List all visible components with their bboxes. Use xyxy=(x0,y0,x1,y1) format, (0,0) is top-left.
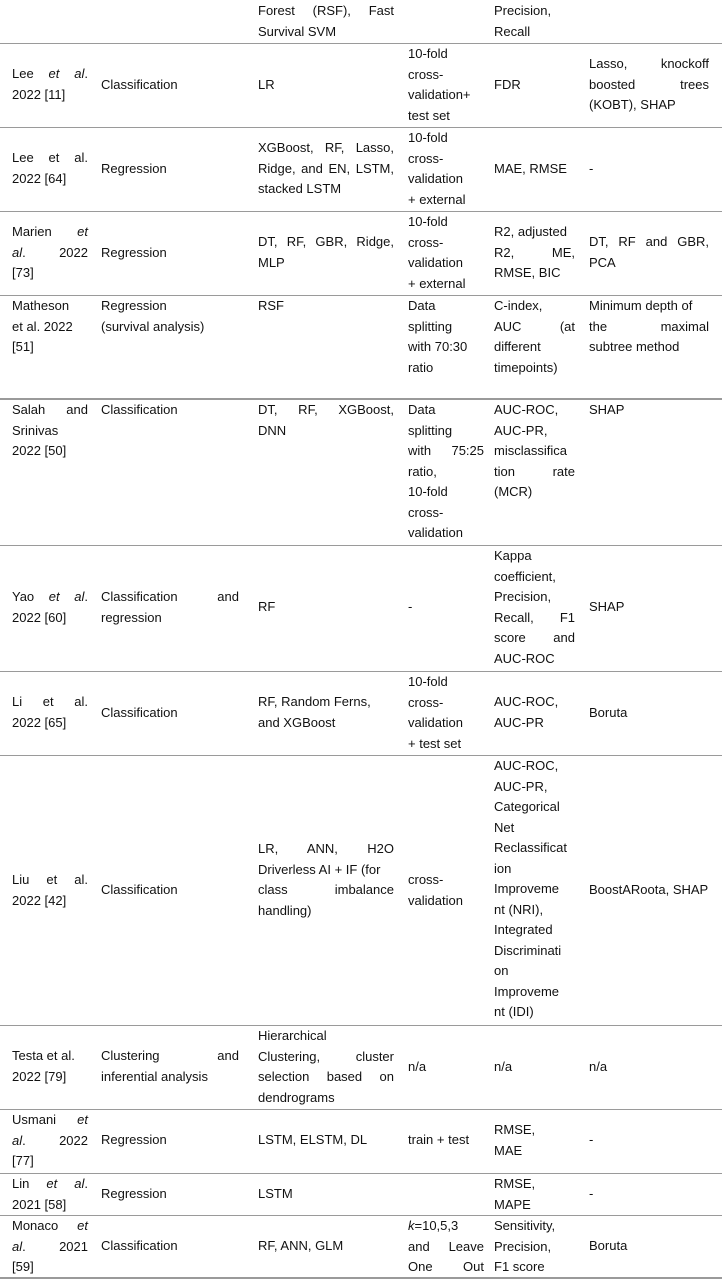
cell-line: Net xyxy=(494,819,515,835)
models-cell xyxy=(258,692,398,733)
cell-line: 10-fold xyxy=(408,484,448,499)
cell-line: validation xyxy=(408,525,463,540)
cell-line: stacked LSTM xyxy=(258,181,342,196)
cell-line: cross- xyxy=(408,234,444,250)
metrics-cell xyxy=(494,1174,579,1215)
task-cell: Classification xyxy=(101,77,178,92)
table-row xyxy=(0,756,722,1026)
cell-line: Data xyxy=(408,402,436,417)
cell-line: Minimum depth of xyxy=(589,298,693,313)
cell-line: and Leave xyxy=(408,1238,484,1254)
task-cell: Regression xyxy=(101,1186,167,1201)
study-cell xyxy=(12,587,92,628)
study-cell xyxy=(12,296,92,358)
cell-line: Recall, F1 xyxy=(494,609,575,625)
study-cell: Monaco et al. 2021 [59] xyxy=(12,1218,88,1274)
cell-line: AUC (at xyxy=(494,318,575,334)
cell-line: nt (NRI), xyxy=(494,901,544,917)
cell-line: 2022 [65] xyxy=(12,714,67,730)
cell-line: 10-fold xyxy=(408,46,448,61)
models-cell: LSTM, ELSTM, DL xyxy=(258,1132,368,1147)
explainability-cell: - xyxy=(589,1132,594,1147)
cell-line: tion rate xyxy=(494,463,575,479)
cell-line: validation xyxy=(408,715,463,730)
models-cell: LR xyxy=(258,77,275,92)
table-row xyxy=(0,546,722,672)
cell-line: 2022 [42] xyxy=(12,892,67,908)
task-cell: Classification xyxy=(101,402,178,417)
cell-line: Precision, xyxy=(494,589,552,604)
cell-line: Salah and xyxy=(12,402,88,417)
study-cell: Lin et al. 2021 [58] xyxy=(12,1176,88,1212)
cell-line: AUC-ROC, xyxy=(494,758,559,773)
explainability-cell: SHAP xyxy=(589,402,625,417)
cell-line: LR, ANN, H2O xyxy=(258,841,394,856)
cell-line: cross- xyxy=(408,150,444,166)
table-bottom-rule xyxy=(0,1277,722,1279)
models-cell xyxy=(258,839,398,921)
study-cell xyxy=(12,400,92,462)
cell-line: ratio, xyxy=(408,463,437,479)
cell-line: (survival analysis) xyxy=(101,318,205,334)
cell-line: misclassifica xyxy=(494,443,567,458)
cell-line: RMSE, xyxy=(494,1176,536,1191)
cell-line: RMSE, BIC xyxy=(494,265,561,280)
cell-line: timepoints) xyxy=(494,359,558,375)
study-cell: Marien et al. 2022 [73] xyxy=(12,224,88,280)
cell-line: + test set xyxy=(408,735,462,751)
study-cell xyxy=(12,64,92,105)
validation-cell xyxy=(408,296,488,378)
task-cell xyxy=(101,296,243,337)
cell-line: ion xyxy=(494,860,512,876)
models-cell xyxy=(258,138,398,200)
cell-line: Li et al. xyxy=(12,694,88,709)
explainability-cell xyxy=(589,54,713,116)
study-cell: Usmani et al. 2022 [77] xyxy=(12,1112,88,1168)
task-cell xyxy=(101,1046,243,1087)
cell-line: One Out xyxy=(408,1259,484,1274)
cell-line: with 70:30 xyxy=(408,339,468,354)
cell-line: selection based on xyxy=(258,1069,394,1084)
study-cell xyxy=(12,148,92,189)
task-cell xyxy=(101,587,243,628)
metrics-cell xyxy=(494,400,579,503)
metrics-cell: n/a xyxy=(494,1059,513,1074)
validation-cell xyxy=(408,400,488,544)
explainability-cell: BoostARoota, SHAP xyxy=(589,882,709,897)
study-year-ref: 2022 [64] xyxy=(12,170,67,186)
task-cell: Classification xyxy=(101,882,178,897)
validation-cell: n/a xyxy=(408,1059,427,1074)
table-row xyxy=(0,400,722,546)
models-cell: RF xyxy=(258,599,276,614)
cell-line: ratio xyxy=(408,359,434,375)
cell-line: inferential analysis xyxy=(101,1068,208,1084)
cell-line: Sensitivity, xyxy=(494,1218,556,1233)
cell-line: Integrated xyxy=(494,922,553,937)
cell-line: on xyxy=(494,963,509,978)
cell-line: (MCR) xyxy=(494,484,533,499)
task-cell: Regression xyxy=(101,161,167,176)
cell-line: PCA xyxy=(589,254,616,270)
cell-line: MLP xyxy=(258,254,285,270)
cell-line: cross- xyxy=(408,66,444,82)
cell-line: validation xyxy=(408,255,463,270)
study-name: Lee xyxy=(12,66,49,81)
metrics-cell xyxy=(494,1120,579,1161)
cell-line: subtree method xyxy=(589,339,680,354)
metrics-cell xyxy=(494,1216,579,1278)
cell-line: validation xyxy=(408,171,463,186)
validation-cell: k=10,5,3 and Leave One Out xyxy=(408,1216,488,1278)
models-cell xyxy=(258,232,398,273)
cell-line: validation xyxy=(408,892,463,908)
study-year-ref: 2022 [11] xyxy=(12,86,66,102)
cell-line: DNN xyxy=(258,422,287,438)
explainability-cell: Boruta xyxy=(589,1238,628,1253)
models-cell xyxy=(258,1,398,42)
cell-line: Precision, xyxy=(494,1238,552,1254)
models-cell: LSTM xyxy=(258,1186,293,1201)
cell-line: score and xyxy=(494,630,575,645)
cell-line: XGBoost, RF, Lasso, xyxy=(258,140,394,155)
cell-line: test set xyxy=(408,107,450,123)
cell-line: class imbalance xyxy=(258,882,394,897)
cell-line: Data xyxy=(408,298,436,313)
task-cell: Classification xyxy=(101,705,178,720)
explainability-cell: Boruta xyxy=(589,705,628,720)
cell-line: Liu et al. xyxy=(12,872,88,887)
table-row xyxy=(0,672,722,756)
cell-line: DT, RF, XGBoost, xyxy=(258,402,394,417)
cell-line: (KOBT), SHAP xyxy=(589,97,676,112)
cell-line: Classification and xyxy=(101,589,239,604)
study-name: Lee et al. xyxy=(12,150,88,165)
metrics-cell xyxy=(494,756,579,1023)
cell-line: 10-fold xyxy=(408,674,448,689)
study-cell xyxy=(12,870,92,911)
cell-line: Precision, xyxy=(494,3,552,18)
cell-line: Srinivas xyxy=(12,422,59,438)
cell-line: AUC-ROC, xyxy=(494,694,559,709)
task-cell: Regression xyxy=(101,245,167,260)
cell-line: AUC-PR, xyxy=(494,422,548,438)
table-row xyxy=(0,44,722,128)
explainability-cell xyxy=(589,296,713,358)
cell-line: handling) xyxy=(258,902,312,918)
table-row xyxy=(0,1026,722,1110)
cell-line: Recall xyxy=(494,23,531,39)
explainability-cell xyxy=(589,232,713,273)
metrics-cell: MAE, RMSE xyxy=(494,161,567,176)
cell-line: RMSE, xyxy=(494,1122,536,1137)
explainability-cell: - xyxy=(589,161,594,176)
cell-line: nt (IDI) xyxy=(494,1004,534,1019)
validation-cell xyxy=(408,212,488,294)
cell-line: Kappa xyxy=(494,548,532,563)
table-row xyxy=(0,128,722,212)
study-year-ref: 2022 [60] xyxy=(12,609,67,625)
cell-line: cross- xyxy=(408,872,444,887)
models-cell xyxy=(258,400,398,441)
study-cell xyxy=(12,692,92,733)
cell-line: Improveme xyxy=(494,881,560,896)
metrics-cell xyxy=(494,222,579,284)
cell-line: et al. 2022 xyxy=(12,318,73,334)
cell-line: Regression xyxy=(101,298,167,313)
cell-line: dendrograms xyxy=(258,1089,335,1105)
cell-line: and XGBoost xyxy=(258,714,336,730)
study-name: Yao xyxy=(12,589,49,604)
validation-cell: train + test xyxy=(408,1132,470,1147)
cell-line: AUC-ROC, xyxy=(494,402,559,417)
cell-line: Clustering, cluster xyxy=(258,1048,394,1064)
metrics-cell xyxy=(494,692,579,733)
cell-line: Hierarchical xyxy=(258,1028,327,1043)
cell-line: Reclassificat xyxy=(494,840,567,855)
metrics-cell xyxy=(494,1,579,42)
cell-line: 2022 [79] xyxy=(12,1068,67,1084)
task-cell: Classification xyxy=(101,1238,178,1253)
cell-line: DT, RF, GBR, Ridge, xyxy=(258,234,394,249)
cell-line: C-index, xyxy=(494,298,543,313)
cell-line: splitting xyxy=(408,422,453,438)
cell-line: AUC-PR, xyxy=(494,778,548,794)
cell-line: R2, ME, xyxy=(494,244,575,260)
cell-line: cross- xyxy=(408,504,444,520)
cell-line: different xyxy=(494,339,541,354)
cell-line: splitting xyxy=(408,318,453,334)
models-cell xyxy=(258,1026,398,1108)
cell-line: AUC-PR xyxy=(494,714,544,730)
cell-line: + external xyxy=(408,191,466,207)
cell-line: RF, Random Ferns, xyxy=(258,694,371,709)
cell-line: Survival SVM xyxy=(258,23,337,39)
cell-line: cross- xyxy=(408,694,444,710)
models-cell: RSF xyxy=(258,298,284,313)
table-row xyxy=(0,212,722,296)
cell-line: with 75:25 xyxy=(408,443,484,458)
validation-cell xyxy=(408,672,488,754)
cell-line: MAE xyxy=(494,1142,523,1158)
table-row xyxy=(0,1174,722,1216)
cell-line: Improveme xyxy=(494,983,560,999)
cell-line: AUC-ROC xyxy=(494,650,555,666)
task-cell: Regression xyxy=(101,1132,167,1147)
study-suffix: . xyxy=(84,589,89,604)
cell-line: Forest (RSF), Fast xyxy=(258,3,394,18)
table-row xyxy=(0,0,722,44)
cell-line: MAPE xyxy=(494,1196,531,1212)
cell-line: validation+ xyxy=(408,87,471,102)
cell-line: 10-fold xyxy=(408,214,448,229)
validation-cell xyxy=(408,44,488,126)
models-cell: RF, ANN, GLM xyxy=(258,1238,344,1253)
study-suffix: . xyxy=(84,66,88,81)
cell-line: [51] xyxy=(12,339,34,354)
cell-line: coefficient, xyxy=(494,568,556,584)
cell-line: Ridge, and EN, LSTM, xyxy=(258,160,394,176)
cell-line: Matheson xyxy=(12,298,70,313)
cell-line: + external xyxy=(408,275,466,291)
cell-line: F1 score xyxy=(494,1259,545,1274)
validation-cell xyxy=(408,128,488,210)
explainability-cell: SHAP xyxy=(589,599,625,614)
metrics-cell: FDR xyxy=(494,77,521,92)
cell-line: 10-fold xyxy=(408,130,448,145)
study-etal: et al xyxy=(48,66,85,81)
explainability-cell: - xyxy=(589,1186,594,1201)
cell-line: Driverless AI + IF (for xyxy=(258,861,381,877)
table-row xyxy=(0,1216,722,1280)
cell-line: Clustering and xyxy=(101,1048,239,1063)
cell-line: Categorical xyxy=(494,799,560,814)
cell-line: DT, RF and GBR, xyxy=(589,234,709,249)
cell-line: the maximal xyxy=(589,318,709,334)
explainability-cell: n/a xyxy=(589,1059,608,1074)
cell-line: regression xyxy=(101,609,162,625)
study-cell xyxy=(12,1046,92,1087)
table-row xyxy=(0,296,722,400)
cell-line: Lasso, knockoff xyxy=(589,56,709,71)
cell-line: boosted trees xyxy=(589,76,709,92)
validation-cell: - xyxy=(408,599,413,614)
cell-line: Testa et al. xyxy=(12,1048,75,1063)
validation-cell xyxy=(408,870,488,911)
cell-line: Discriminati xyxy=(494,942,562,958)
study-etal: et al xyxy=(48,589,85,604)
table-row xyxy=(0,1110,722,1174)
cell-line: R2, adjusted xyxy=(494,224,567,239)
metrics-cell xyxy=(494,546,579,669)
cell-line: 2022 [50] xyxy=(12,443,67,458)
metrics-cell xyxy=(494,296,579,378)
